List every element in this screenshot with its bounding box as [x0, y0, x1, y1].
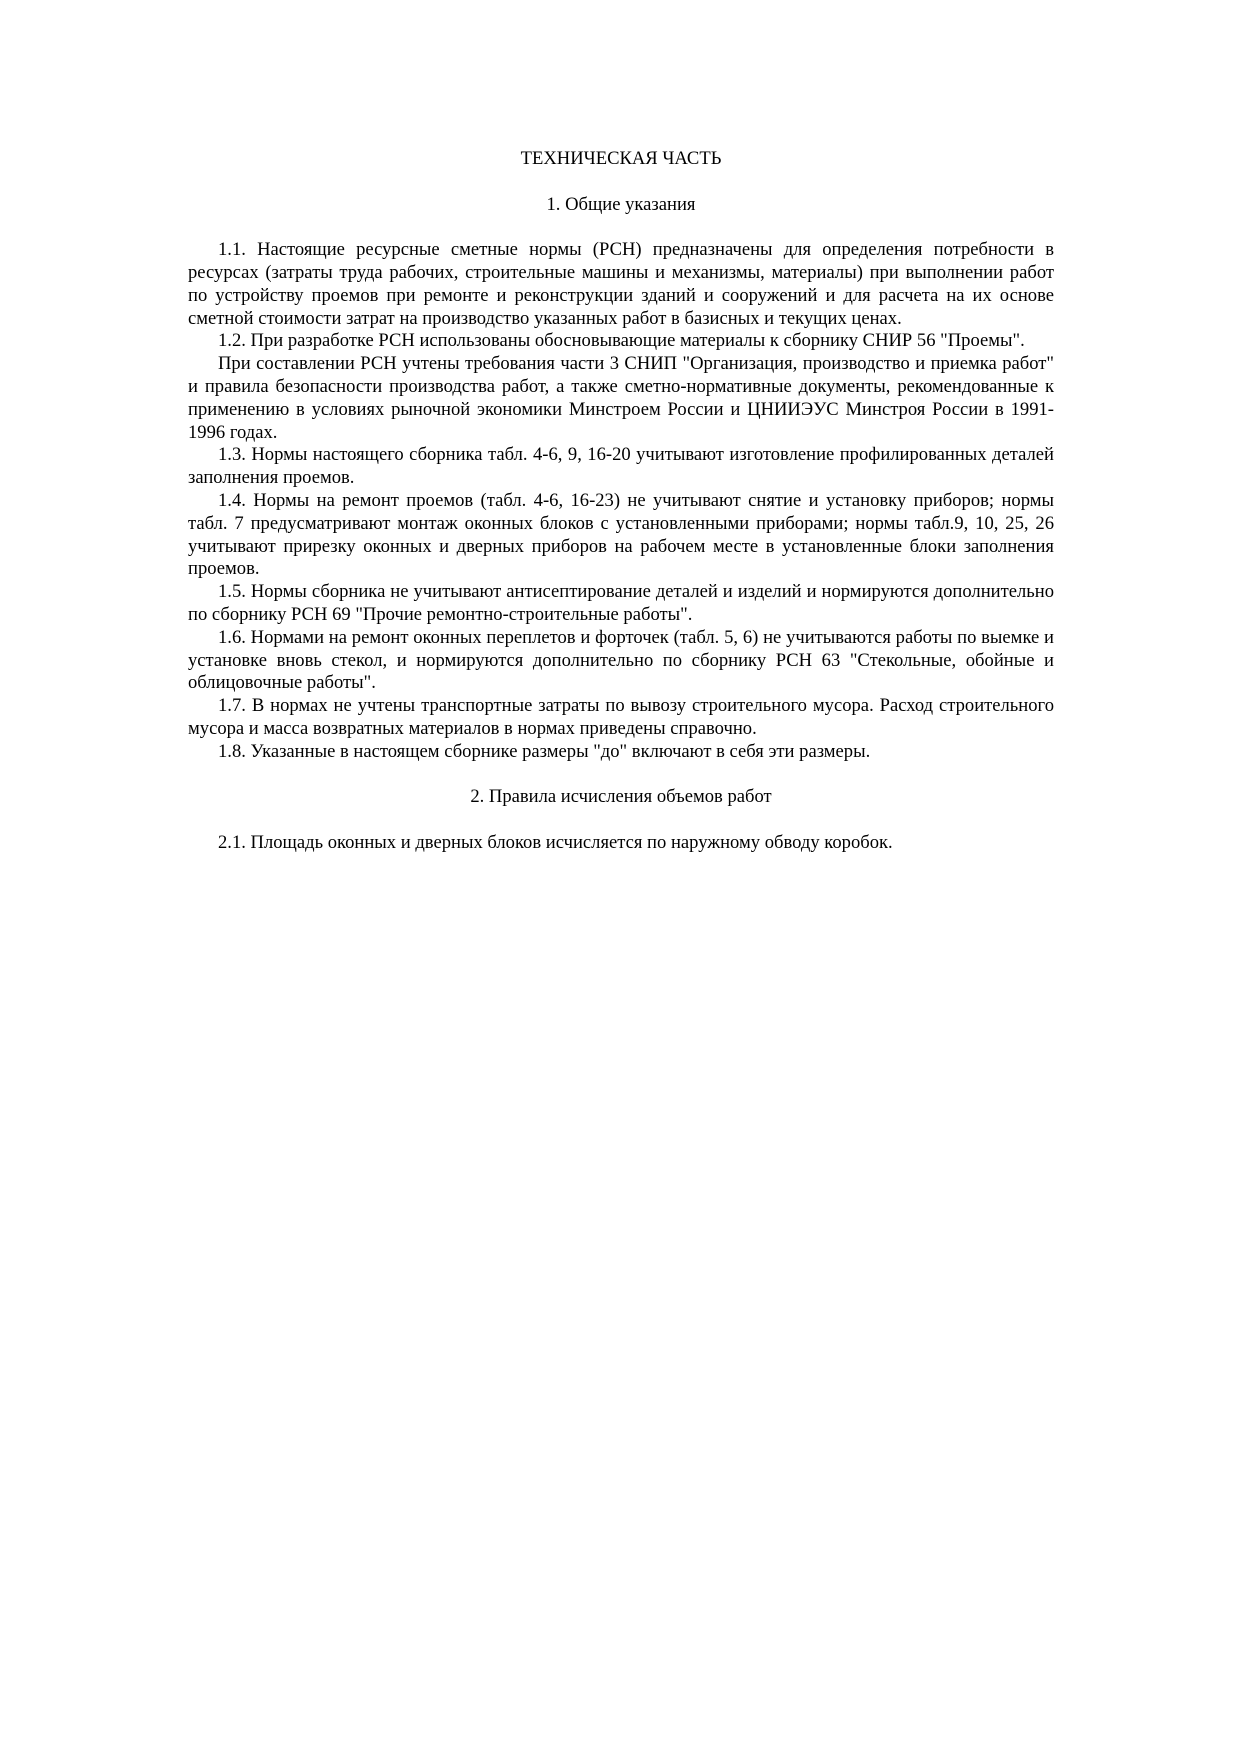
paragraph-1-5: 1.5. Нормы сборника не учитывают антисептирование деталей и изделий и нормируются дополнительно по сборнику РСН 69 "Прочие ремонтно-строительные работы". [188, 581, 1054, 625]
paragraph-1-1: 1.1. Настоящие ресурсные сметные нормы (РСН) предназначены для определения потребности в ресурсах (затраты труда рабочих, строительные машины и механизмы, материалы) при выполнении работ по устройству проемов при ремонте и реконструкции зданий и сооружений и для расчета на их основе сметной стоимости затрат на производство указанных работ в базисных и текущих ценах. [188, 239, 1054, 329]
paragraph-1-3: 1.3. Нормы настоящего сборника табл. 4-6, 9, 16-20 учитывают изготовление профилированных деталей заполнения проемов. [188, 444, 1054, 489]
paragraph-1-2: 1.2. При разработке РСН использованы обосновывающие материалы к сборнику СНИР 56 "Проемы". [218, 330, 1025, 352]
spacer [188, 809, 1054, 832]
paragraph-1-4: 1.4. Нормы на ремонт проемов (табл. 4-6, 16-23) не учитывают снятие и установку приборов; нормы табл. 7 предусматривают монтаж оконных блоков с установленными приборами; нормы табл.9, 10, 25, 26 учитывают прирезку оконных и дверных приборов на рабочем месте в установленные блоки заполнения проемов. [188, 489, 1054, 580]
spacer [188, 764, 1054, 787]
paragraph-1-8: 1.8. Указанные в настоящем сборнике размеры "до" включают в себя эти размеры. [218, 740, 871, 762]
section-1-heading: 1. Общие указания [546, 193, 696, 215]
paragraph-2-1: 2.1. Площадь оконных и дверных блоков исчисляется по наружному обводу коробок. [218, 831, 893, 853]
document-page [188, 148, 1054, 855]
section-2-heading: 2. Правила исчисления объемов работ [470, 786, 772, 808]
spacer [188, 216, 1054, 239]
paragraph-1-6: 1.6. Нормами на ремонт оконных переплетов и форточек (табл. 5, 6) не учитываются работы по выемке и установке вновь стекол, и нормируются дополнительно по сборнику РСН 63 "Стекольные, обойные и облицовочные работы". [188, 626, 1054, 694]
spacer [188, 171, 1054, 194]
paragraph-1-7: 1.7. В нормах не учтены транспортные затраты по вывозу строительного мусора. Расход строительного мусора и масса возвратных материалов в нормах приведены справочно. [188, 695, 1054, 739]
document-title: ТЕХНИЧЕСКАЯ ЧАСТЬ [520, 148, 722, 169]
paragraph-1-2-continued: При составлении РСН учтены требования части 3 СНИП "Организация, производство и приемка работ" и правила безопасности производства работ, а также сметно-нормативные документы, рекомендованные к применению в условиях рыночной экономики Минстроем России и ЦНИИЭУС Минстроя России в 1991-1996 годах. [188, 353, 1054, 443]
